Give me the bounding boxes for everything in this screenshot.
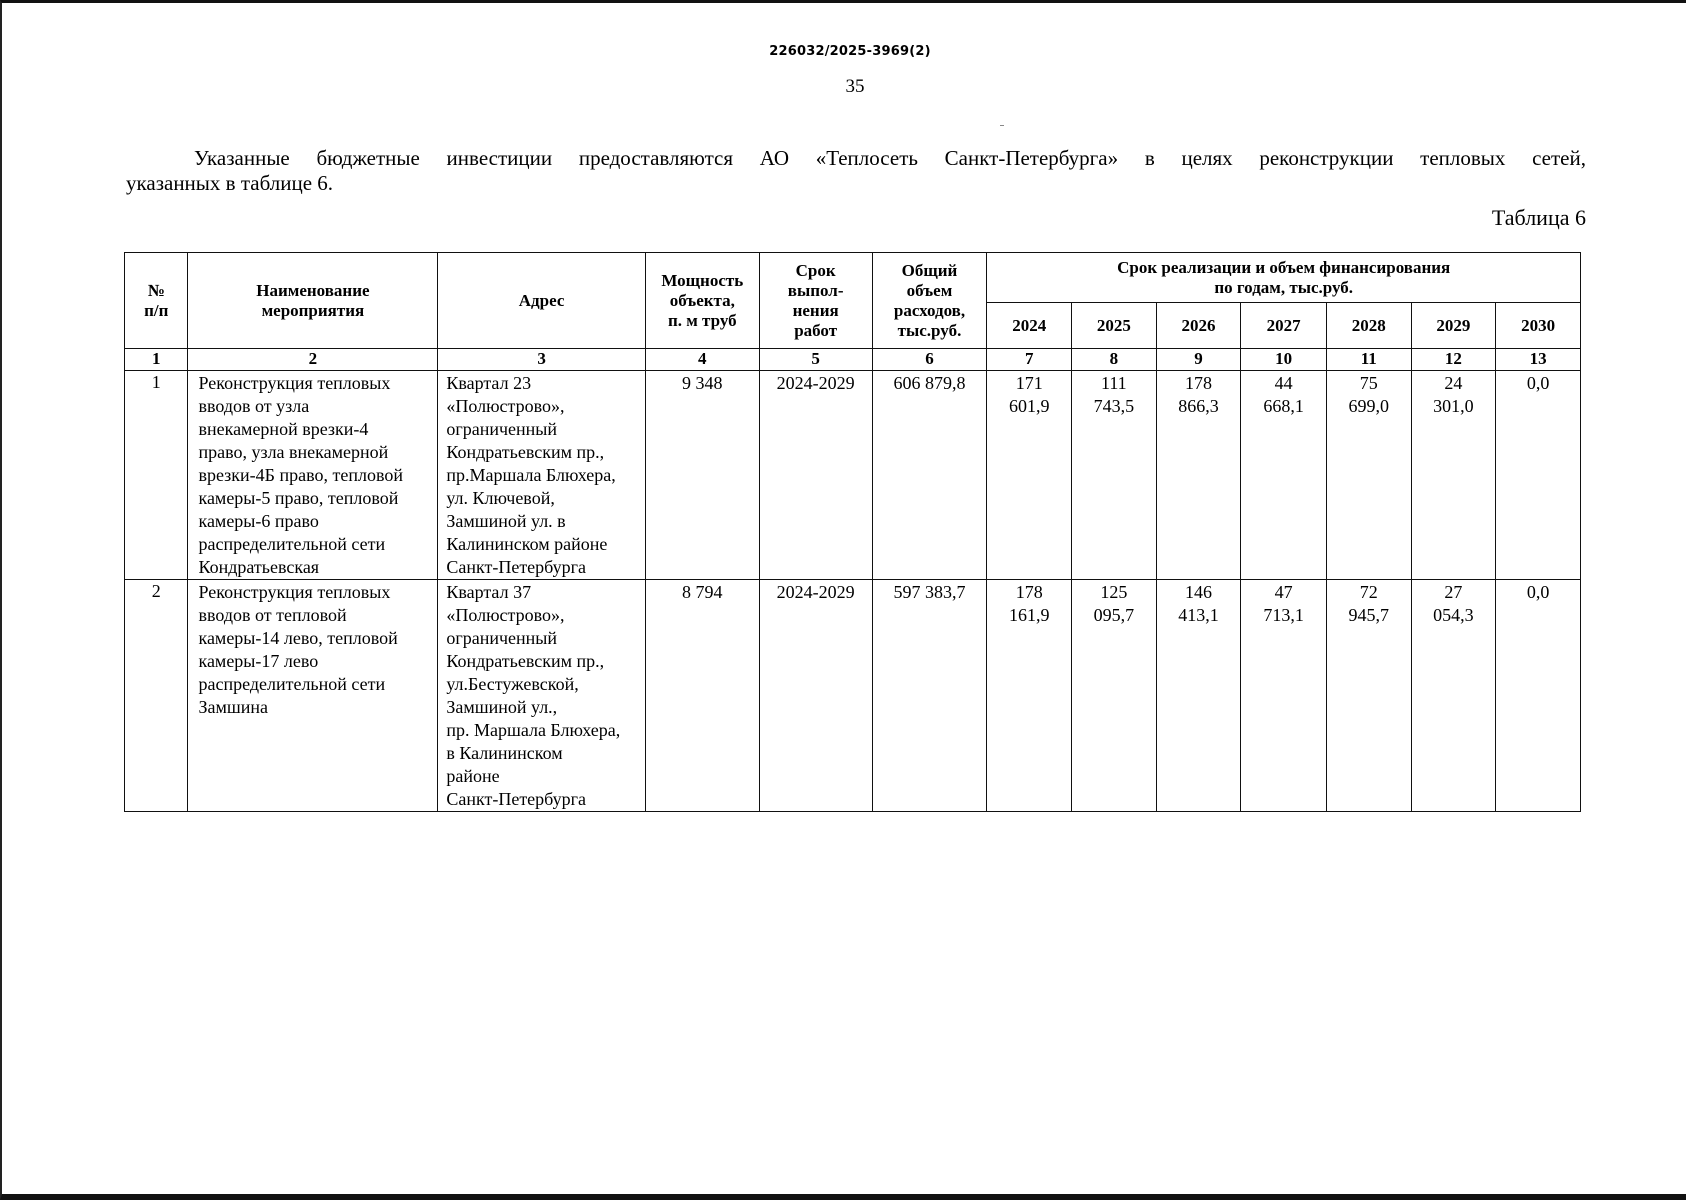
- header-name-line: Наименование: [256, 280, 370, 300]
- year-amount: [1411, 371, 1496, 580]
- column-number: 5: [759, 349, 872, 371]
- address-line: Квартал 23: [446, 373, 532, 393]
- address-line: Калининском районе: [446, 534, 608, 554]
- header-total-line: объем: [906, 280, 953, 300]
- address-line: «Полюстрово»,: [446, 605, 565, 625]
- year-amount-line: 171: [1015, 373, 1043, 393]
- header-total-line: Общий: [901, 260, 958, 280]
- column-number-row: [125, 349, 1581, 371]
- year-amount-line: 095,7: [1093, 605, 1135, 625]
- event-name-line: Реконструкция тепловых: [198, 582, 391, 602]
- year-amount-line: 866,3: [1178, 396, 1219, 416]
- column-number: 6: [872, 349, 987, 371]
- column-number: 11: [1326, 349, 1411, 371]
- header-num: [125, 253, 188, 349]
- address-line: «Полюстрово»,: [446, 396, 565, 416]
- address-line: Замшиной ул. в: [446, 511, 566, 531]
- event-name: [188, 371, 438, 580]
- scan-mark: [1000, 125, 1004, 126]
- year-amount-line: 0,0: [1526, 373, 1550, 393]
- header-year: 2025: [1072, 303, 1157, 349]
- year-amount-line: 413,1: [1178, 605, 1219, 625]
- event-name-line: камеры-6 право: [198, 511, 319, 531]
- header-period: [987, 253, 1581, 303]
- event-name-line: распределительной сети: [198, 674, 386, 694]
- address-line: Замшиной ул.,: [446, 697, 558, 717]
- column-number: 9: [1156, 349, 1241, 371]
- document-id: 226032/2025-3969(2): [769, 44, 931, 59]
- year-amount-line: 713,1: [1263, 605, 1304, 625]
- year-amount-line: 301,0: [1433, 396, 1474, 416]
- address-line: ограниченный: [446, 419, 557, 439]
- address: [438, 371, 646, 580]
- table-row: [125, 371, 1581, 580]
- year-amount-line: 668,1: [1263, 396, 1304, 416]
- header-year: 2026: [1156, 303, 1241, 349]
- header-total-line: тыс.руб.: [897, 320, 962, 340]
- year-amount-line: 699,0: [1348, 396, 1389, 416]
- year-amount: [987, 371, 1072, 580]
- event-name-line: Кондратьевская: [198, 557, 320, 577]
- year-amount-line: 27: [1444, 582, 1463, 602]
- intro-line-1: Указанные бюджетные инвестиции предоставляются АО «Теплосеть Санкт-Петербурга» в целях реконструкции тепловых сетей,: [194, 146, 1586, 170]
- term: 2024-2029: [759, 371, 872, 580]
- header-term-line: выпол-: [787, 280, 844, 300]
- year-amount-line: 146: [1184, 582, 1212, 602]
- event-name-line: вводов от узла: [198, 396, 310, 416]
- event-name-line: камеры-5 право, тепловой: [198, 488, 399, 508]
- year-amount-line: 601,9: [1008, 396, 1050, 416]
- event-name-line: внекамерной врезки-4: [198, 419, 369, 439]
- event-name-line: камеры-17 лево: [198, 651, 319, 671]
- address-line: ул.Бестужевской,: [446, 674, 579, 694]
- year-amount-line: 0,0: [1526, 582, 1550, 602]
- header-term-line: работ: [794, 320, 838, 340]
- year-amount: [1326, 371, 1411, 580]
- header-term-line: Срок: [795, 260, 836, 280]
- header-num-line: №: [147, 280, 165, 300]
- header-address: Адрес: [438, 253, 646, 349]
- header-name-line: мероприятия: [261, 300, 365, 320]
- column-number: 1: [125, 349, 188, 371]
- row-number: 2: [125, 580, 188, 812]
- year-amount-line: 75: [1359, 373, 1378, 393]
- event-name-line: врезки-4Б право, тепловой: [198, 465, 403, 485]
- year-amount: [1072, 580, 1157, 812]
- table-caption: Таблица 6: [1491, 205, 1586, 230]
- header-term: [759, 253, 872, 349]
- column-number: 8: [1072, 349, 1157, 371]
- year-amount: [1411, 580, 1496, 812]
- header-period-line: по годам, тыс.руб.: [1214, 277, 1354, 297]
- header-total-line: расходов,: [893, 300, 966, 320]
- year-amount: [1326, 580, 1411, 812]
- column-number: 3: [438, 349, 646, 371]
- year-amount: [1156, 371, 1241, 580]
- header-row-top: [125, 253, 1581, 303]
- column-number: 2: [188, 349, 438, 371]
- total: 597 383,7: [872, 580, 987, 812]
- header-total: [872, 253, 987, 349]
- capacity: 9 348: [645, 371, 759, 580]
- address-line: ул. Ключевой,: [446, 488, 555, 508]
- table-row: [125, 580, 1581, 812]
- address-line: Кондратьевским пр.,: [446, 442, 605, 462]
- year-amount-line: 178: [1184, 373, 1212, 393]
- event-name: [188, 580, 438, 812]
- address-line: ограниченный: [446, 628, 557, 648]
- financing-table: [124, 252, 1581, 812]
- total: 606 879,8: [872, 371, 987, 580]
- column-number: 13: [1496, 349, 1581, 371]
- page-number: 35: [845, 76, 865, 97]
- header-year: 2029: [1411, 303, 1496, 349]
- year-amount: [1496, 580, 1581, 812]
- address-line: Кондратьевским пр.,: [446, 651, 605, 671]
- address: [438, 580, 646, 812]
- event-name-line: вводов от тепловой: [198, 605, 347, 625]
- event-name-line: Замшина: [198, 697, 268, 717]
- year-amount: [987, 580, 1072, 812]
- header-capacity: [645, 253, 759, 349]
- year-amount-line: 945,7: [1348, 605, 1389, 625]
- year-amount-line: 24: [1444, 373, 1463, 393]
- header-name: [188, 253, 438, 349]
- year-amount-line: 125: [1100, 582, 1128, 602]
- year-amount-line: 47: [1274, 582, 1293, 602]
- header-term-line: нения: [792, 300, 839, 320]
- term: 2024-2029: [759, 580, 872, 812]
- event-name-line: распределительной сети: [198, 534, 386, 554]
- year-amount-line: 161,9: [1008, 605, 1050, 625]
- header-year: 2027: [1241, 303, 1327, 349]
- intro-line-2: указанных в таблице 6.: [126, 171, 334, 195]
- column-number: 7: [987, 349, 1072, 371]
- column-number: 12: [1411, 349, 1496, 371]
- event-name-line: камеры-14 лево, тепловой: [198, 628, 398, 648]
- year-amount: [1072, 371, 1157, 580]
- header-year: 2028: [1326, 303, 1411, 349]
- year-amount: [1496, 371, 1581, 580]
- year-amount-line: 743,5: [1093, 396, 1135, 416]
- address-line: Санкт-Петербурга: [446, 557, 587, 577]
- year-amount-line: 72: [1359, 582, 1378, 602]
- address-line: пр.Маршала Блюхера,: [446, 465, 616, 485]
- capacity: 8 794: [645, 580, 759, 812]
- year-amount: [1241, 580, 1327, 812]
- year-amount-line: 178: [1015, 582, 1043, 602]
- header-num-line: п/п: [144, 300, 169, 320]
- year-amount-line: 44: [1274, 373, 1293, 393]
- address-line: Квартал 37: [446, 582, 532, 602]
- year-amount: [1156, 580, 1241, 812]
- header-year: 2030: [1496, 303, 1581, 349]
- year-amount-line: 054,3: [1433, 605, 1474, 625]
- address-line: Санкт-Петербурга: [446, 789, 587, 809]
- address-line: пр. Маршала Блюхера,: [446, 720, 621, 740]
- address-line: в Калининском: [446, 743, 563, 763]
- event-name-line: Реконструкция тепловых: [198, 373, 391, 393]
- header-capacity-line: объекта,: [669, 290, 735, 310]
- year-amount-line: 111: [1101, 373, 1127, 393]
- header-period-line: Срок реализации и объем финансирования: [1117, 257, 1451, 277]
- event-name-line: право, узла внекамерной: [198, 442, 389, 462]
- column-number: 10: [1241, 349, 1327, 371]
- row-number: 1: [125, 371, 188, 580]
- header-year: 2024: [987, 303, 1072, 349]
- header-capacity-line: п. м труб: [667, 310, 737, 330]
- header-capacity-line: Мощность: [661, 270, 744, 290]
- address-line: районе: [446, 766, 500, 786]
- column-number: 4: [645, 349, 759, 371]
- year-amount: [1241, 371, 1327, 580]
- intro-paragraph: [126, 146, 1586, 196]
